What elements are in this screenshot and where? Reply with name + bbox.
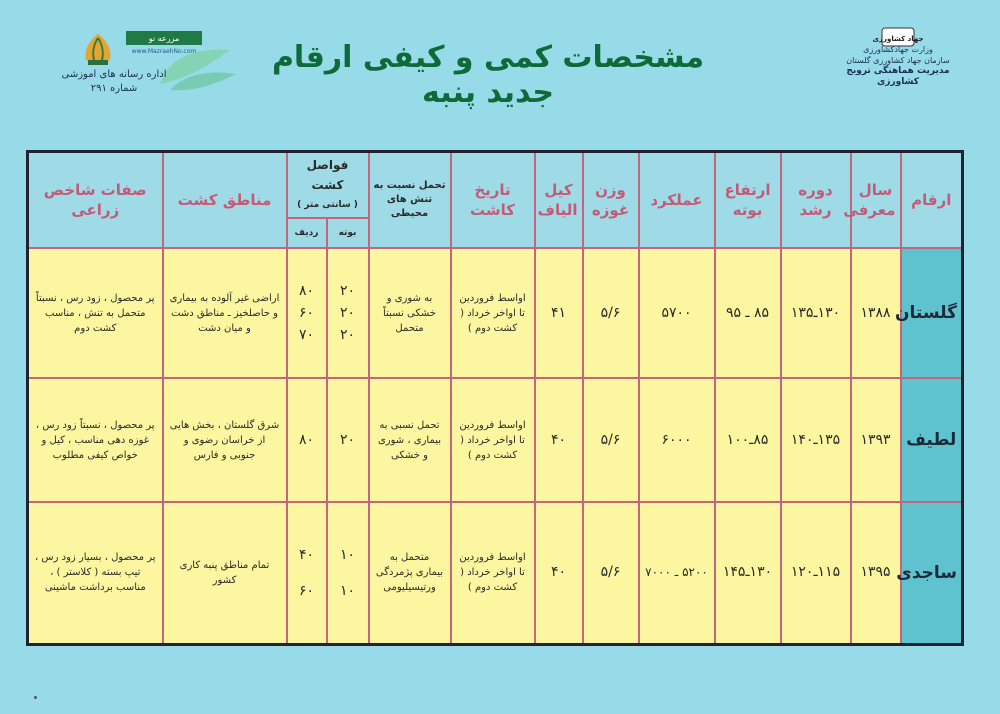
- publisher-info: [40, 68, 188, 96]
- cell-fiber: ۴۱: [535, 248, 583, 378]
- cell-year: ۱۳۸۸: [851, 248, 901, 378]
- jahad-logo-text: جهاد کشاورزی: [872, 35, 924, 43]
- row-value: ۷۰: [298, 327, 315, 343]
- page-title: مشخصات کمی و کیفی ارقام جدید پنبه: [271, 40, 705, 110]
- cell-growth: ۱۳۰ـ۱۳۵: [781, 248, 851, 378]
- header-year: سال معرفی: [851, 152, 901, 249]
- header-spacing-label: فواصل کشت: [306, 158, 349, 192]
- table-row: [28, 502, 963, 644]
- cell-growth: ۱۳۵ـ۱۴۰: [781, 378, 851, 502]
- row-value: ۸۰: [298, 432, 315, 448]
- header-height: ارتفاع بوته: [715, 152, 781, 249]
- cell-yield: ۶۰۰۰: [639, 378, 715, 502]
- cell-year: ۱۳۹۵: [851, 502, 901, 644]
- table-row: [28, 248, 963, 378]
- education-media-logo-icon: [76, 30, 120, 70]
- header-date: تاریخ کاشت: [451, 152, 535, 249]
- ministry-info: [828, 44, 968, 88]
- header-stress: تحمل نسبت به تنش های محیطی: [369, 152, 451, 249]
- header-spacing: [287, 152, 369, 219]
- ministry-line-1: وزارت جهادکشاورزی: [863, 45, 933, 54]
- cell-date: اواسط فروردین تا اواخر خرداد ( کشت دوم ): [451, 248, 535, 378]
- header-row: ردیف: [287, 218, 327, 248]
- plant-value: ۱۰: [339, 546, 356, 563]
- header-boll: وزن غوزه: [583, 152, 639, 249]
- cell-date: اواسط فروردین تا اواخر خرداد ( کشت دوم ): [451, 502, 535, 644]
- cell-regions: اراضی غیر آلوده به بیماری و حاصلخیز ـ مناطق دشت و میان دشت: [163, 248, 287, 378]
- cultivar-name: ساجدی: [901, 502, 963, 644]
- cultivar-name: لطیف: [901, 378, 963, 502]
- cell-stress: متحمل به بیماری پژمردگی ورتیسیلیومی: [369, 502, 451, 644]
- plant-value: ۲۰: [339, 283, 356, 299]
- header-spacing-unit: ( سانتی متر ): [297, 200, 358, 210]
- cell-growth: ۱۱۵ـ۱۲۰: [781, 502, 851, 644]
- row-value: ۴۰: [298, 546, 315, 563]
- row-value: ۶۰: [298, 582, 315, 599]
- publisher-line-2: شماره ۲۹۱: [90, 83, 138, 94]
- ministry-line-3: مدیریت هماهنگی ترویج کشاورزی: [846, 66, 950, 87]
- plant-value: ۲۰: [339, 305, 356, 321]
- header-cultivar: ارقام: [901, 152, 963, 249]
- plant-value: ۲۰: [339, 432, 356, 448]
- cell-regions: شرق گلستان ، بخش هایی از خراسان رضوی و جنوبی و فارس: [163, 378, 287, 502]
- decorative-dot: [34, 696, 37, 699]
- cell-date: اواسط فروردین تا اواخر خرداد ( کشت دوم ): [451, 378, 535, 502]
- cell-row: [287, 378, 327, 502]
- cell-plant: [327, 502, 369, 644]
- mazraeh-logo-url: www.MazraehNo.com: [131, 48, 197, 55]
- header-fiber: کیل الیاف: [535, 152, 583, 249]
- cell-traits: پر محصول ، زود رس ، نسبتاً متحمل به تنش ، مناسب کشت دوم: [28, 248, 163, 378]
- cultivar-name: گلستان: [901, 248, 963, 378]
- ministry-line-2: سازمان جهاد کشاورزی گلستان: [846, 56, 950, 65]
- cell-boll: ۵/۶: [583, 502, 639, 644]
- mazraeh-logo-text: مزرعه نو: [148, 34, 180, 43]
- cell-regions: تمام مناطق پنبه کاری کشور: [163, 502, 287, 644]
- row-value: ۸۰: [298, 283, 315, 299]
- cell-row: [287, 248, 327, 378]
- cell-traits: پر محصول ، بسیار زود رس ، تیپ بسته ( کلاستر ) ، مناسب برداشت ماشینی: [28, 502, 163, 644]
- header-growth: دوره رشد: [781, 152, 851, 249]
- plant-value: ۲۰: [339, 327, 356, 343]
- plant-value: ۱۰: [339, 582, 356, 599]
- cell-plant: [327, 248, 369, 378]
- cell-row: [287, 502, 327, 644]
- cultivar-specs-table: [26, 150, 964, 646]
- cell-plant: [327, 378, 369, 502]
- cell-fiber: ۴۰: [535, 502, 583, 644]
- cell-height: ۸۵ ـ ۹۵: [715, 248, 781, 378]
- cell-year: ۱۳۹۳: [851, 378, 901, 502]
- header-plant: بوته: [327, 218, 369, 248]
- header-traits: صفات شاخص زراعی: [28, 152, 163, 249]
- header-regions: مناطق کشت: [163, 152, 287, 249]
- header-yield: عملکرد: [639, 152, 715, 249]
- cell-traits: پر محصول ، نسبتاً زود رس ، غوزه دهی مناسب ، کیل و خواص کیفی مطلوب: [28, 378, 163, 502]
- cell-yield: ۵۲۰۰ ـ ۷۰۰۰: [639, 502, 715, 644]
- cell-stress: تحمل نسبی به بیماری ، شوری و خشکی: [369, 378, 451, 502]
- publisher-line-1: اداره رسانه های اموزشی: [61, 69, 167, 80]
- cell-height: ۸۵ـ۱۰۰: [715, 378, 781, 502]
- cell-fiber: ۴۰: [535, 378, 583, 502]
- cell-boll: ۵/۶: [583, 248, 639, 378]
- table-row: [28, 378, 963, 502]
- cell-stress: به شوری و خشکی نسبتاً متحمل: [369, 248, 451, 378]
- cell-yield: ۵۷۰۰: [639, 248, 715, 378]
- cell-height: ۱۳۰ـ۱۴۵: [715, 502, 781, 644]
- cell-boll: ۵/۶: [583, 378, 639, 502]
- row-value: ۶۰: [298, 305, 315, 321]
